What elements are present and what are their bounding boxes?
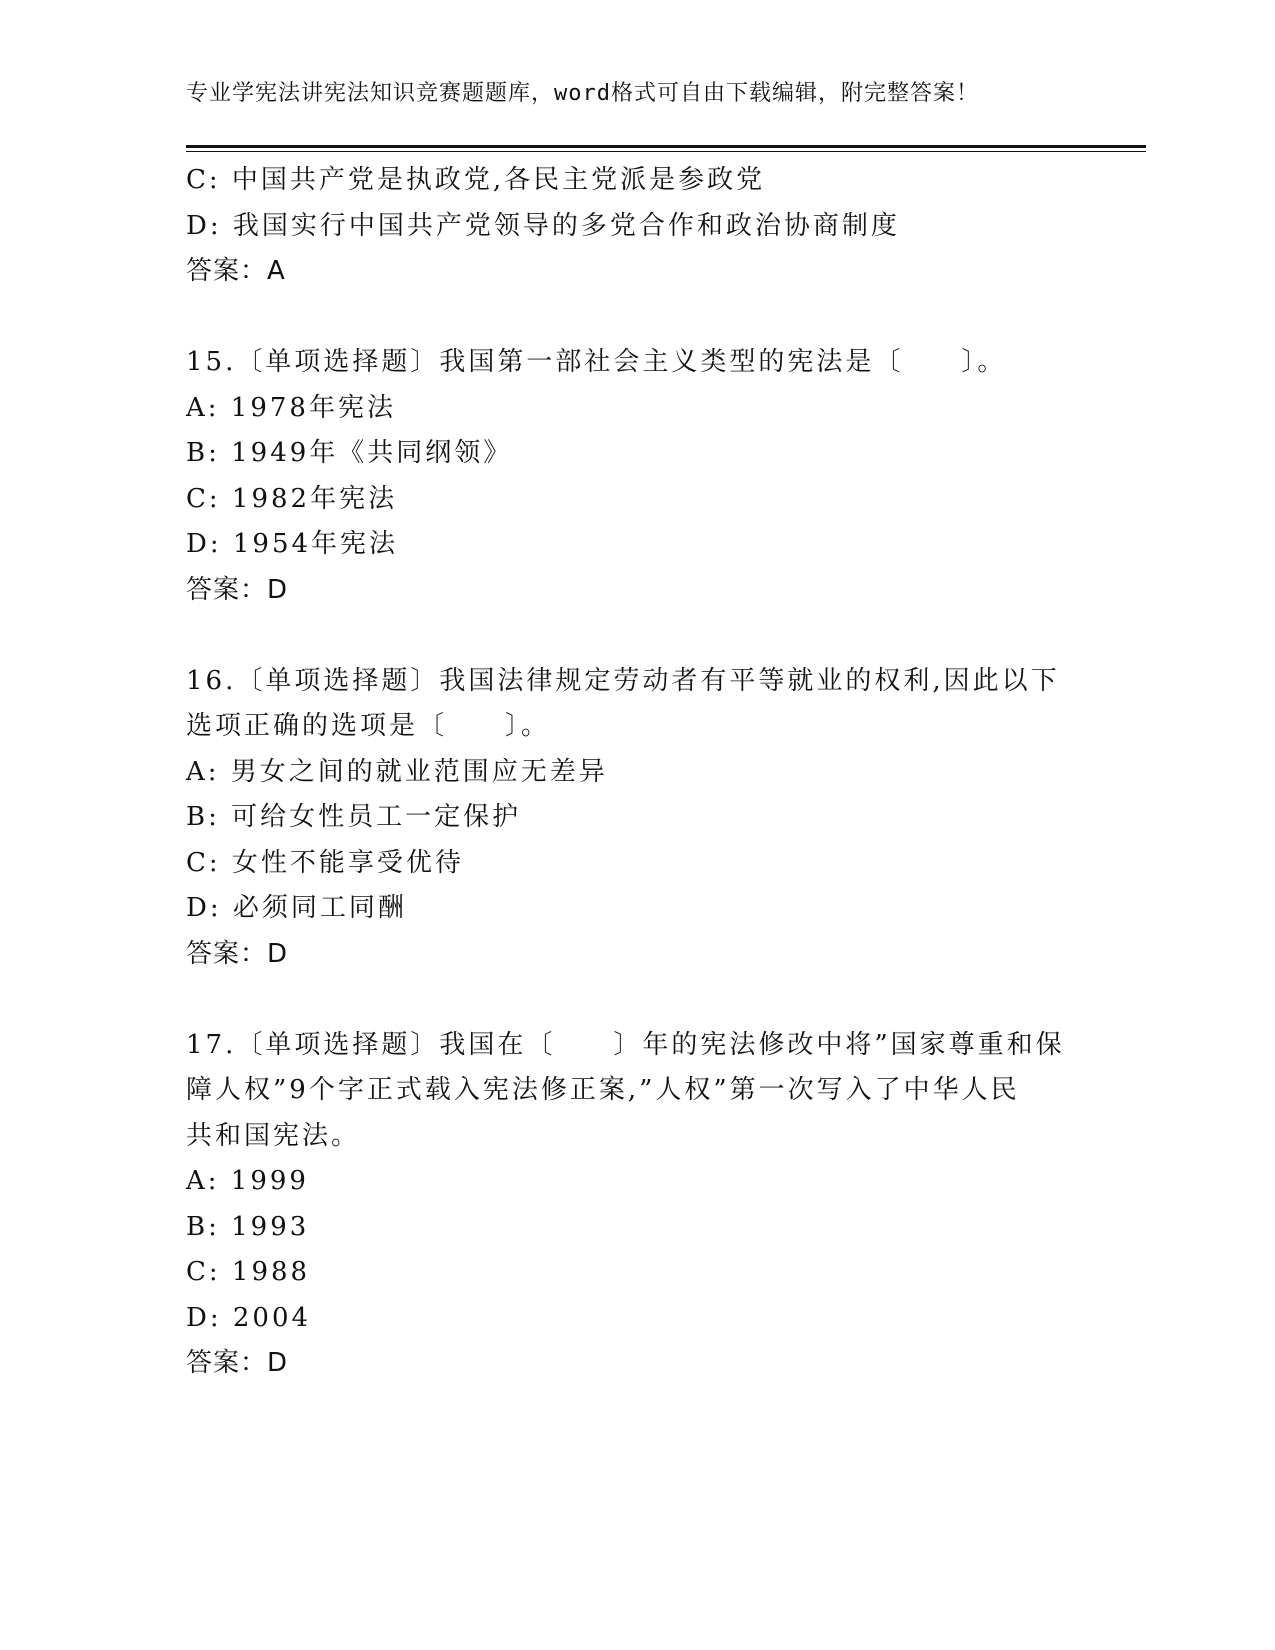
answer-line: 答案：D bbox=[186, 1348, 289, 1378]
answer-line: 答案：D bbox=[186, 938, 289, 969]
question-block bbox=[186, 1023, 1086, 1387]
option-a: A: 男女之间的就业范围应无差异 bbox=[186, 756, 608, 787]
option-b: B: 1993 bbox=[186, 1211, 310, 1242]
header-rule-thin bbox=[186, 151, 1146, 152]
question-text: 16.〔单项选择题〕我国法律规定劳动者有平等就业的权利,因此以下 bbox=[186, 665, 1060, 696]
option-b: B: 1949年《共同纲领》 bbox=[186, 438, 513, 468]
option-d: D: 1954年宪法 bbox=[186, 529, 399, 559]
question-block bbox=[186, 340, 1086, 613]
question-text: 障人权”9个字正式载入宪法修正案,”人权”第一次写入了中华人民 bbox=[186, 1075, 1020, 1105]
page-header: 专业学宪法讲宪法知识竞赛题题库，word格式可自由下载编辑，附完整答案！ bbox=[186, 81, 979, 106]
question-text: 共和国宪法。 bbox=[186, 1120, 361, 1151]
spacer bbox=[186, 613, 1086, 659]
spacer bbox=[186, 977, 1086, 1023]
option-c: C: 1988 bbox=[186, 1257, 311, 1287]
option-a: A: 1999 bbox=[186, 1166, 309, 1196]
option-c: C: 中国共产党是执政党,各民主党派是参政党 bbox=[186, 165, 766, 195]
question-text: 17.〔单项选择题〕我国在〔 〕年的宪法修改中将”国家尊重和保 bbox=[186, 1029, 1065, 1060]
option-c: C: 1982年宪法 bbox=[186, 483, 398, 514]
option-d: D: 2004 bbox=[186, 1302, 312, 1333]
option-d: D: 必须同工同酬 bbox=[186, 893, 407, 923]
spacer bbox=[186, 295, 1086, 341]
header-rule-thick bbox=[186, 145, 1146, 148]
question-text: 15.〔单项选择题〕我国第一部社会主义类型的宪法是〔 〕。 bbox=[186, 347, 1007, 377]
option-c: C: 女性不能享受优待 bbox=[186, 847, 464, 878]
question-block bbox=[186, 659, 1086, 978]
option-d: D: 我国实行中国共产党领导的多党合作和政治协商制度 bbox=[186, 210, 900, 241]
question-block bbox=[186, 158, 1086, 295]
option-a: A: 1978年宪法 bbox=[186, 392, 396, 423]
option-b: B: 可给女性员工一定保护 bbox=[186, 802, 522, 832]
answer-line: 答案：A bbox=[186, 256, 286, 286]
question-list bbox=[186, 158, 1086, 1387]
question-text: 选项正确的选项是〔 〕。 bbox=[186, 711, 551, 741]
answer-line: 答案：D bbox=[186, 574, 289, 605]
